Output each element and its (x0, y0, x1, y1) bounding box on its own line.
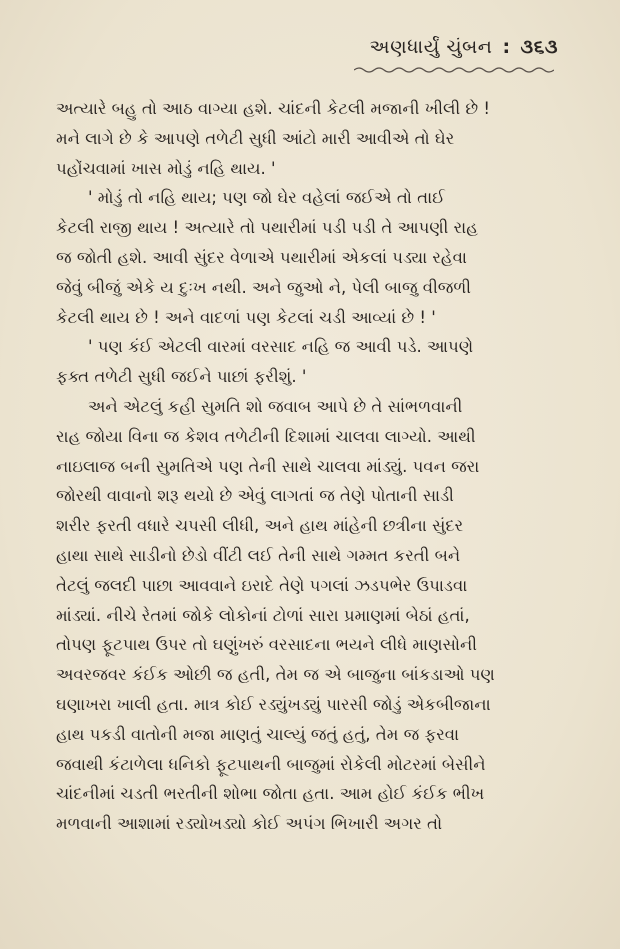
text-line: તોપણ ફૂટપાથ ઉપર તો ઘણુંખરું વરસાદના ભયને લીધે માણસોની (56, 635, 477, 655)
text-line: જ જોતી હશે. આવી સુંદર વેળાએ પથારીમાં એકલાં પડ્યા રહેવા (56, 247, 467, 267)
running-header (370, 36, 558, 58)
text-line: અને એટલું કહી સુમતિ શો જવાબ આપે છે તે સાંભળવાની (88, 396, 463, 416)
text-line: કેટલી રાજી થાય ! અત્યારે તો પથારીમાં પડી પડી તે આપણી રાહ (56, 218, 478, 238)
paragraph (56, 392, 576, 839)
text-line: શરીર ફરતી વધારે ચપસી લીધી, અને હાથ માંહેની છત્રીના સુંદર (56, 516, 464, 536)
text-line: ઘણાખરા ખાલી હતા. માત્ર કોઈ રડ્યુંખડ્યું પારસી જોડું એકબીજાના (56, 694, 491, 714)
paragraph (56, 183, 576, 332)
text-line: હાથ પકડી વાતોની મજા માણતું ચાલ્યું જતું હતું, તેમ જ ફરવા (56, 724, 460, 744)
text-line: રાહ જોયા વિના જ કેશવ તળેટીની દિશામાં ચાલવા લાગ્યો. આથી (56, 426, 476, 446)
header-separator: : (502, 36, 511, 58)
text-line: મને લાગે છે કે આપણે તળેટી સુધી આંટો મારી આવીએ તો ઘેર (56, 128, 455, 148)
page-number: ૩૬૩ (520, 36, 558, 58)
text-line: જોરથી વાવાનો શરૂ થયો છે એવું લાગતાં જ તેણે પોતાની સાડી (56, 486, 454, 506)
header-wavy-rule (354, 66, 554, 74)
text-line: નાઇલાજ બની સુમતિએ પણ તેની સાથે ચાલવા માંડ્યું. પવન જરા (56, 456, 480, 476)
text-line: પહોંચવામાં ખાસ મોડું નહિ થાય. ' (56, 158, 276, 178)
text-line: ફક્ત તળેટી સુધી જઈને પાછાં ફરીશું. ' (56, 367, 307, 387)
text-line: જેવું બીજું એકે ય દુઃખ નથી. અને જુઓ ને, પેલી બાજુ વીજળી (56, 277, 471, 297)
text-line: ' મોડું તો નહિ થાય; પણ જો ઘેર વહેલાં જઈએ તો તાઈ (88, 188, 445, 208)
body-text (56, 94, 576, 839)
paragraph (56, 332, 576, 392)
text-line: કેટલી થાય છે ! અને વાદળાં પણ કેટલાં ચડી આવ્યાં છે ! ' (56, 307, 436, 327)
chapter-title: અણધાર્યું ચુંબન (369, 36, 493, 58)
text-line: જવાથી કંટાળેલા ધનિકો ફૂટપાથની બાજુમાં રોકેલી મોટરમાં બેસીને (56, 754, 486, 774)
text-line: ' પણ કંઈ એટલી વારમાં વરસાદ નહિ જ આવી પડે. આપણે (88, 337, 474, 357)
text-line: માંડ્યાં. નીચે રેતમાં જોકે લોકોનાં ટોળાં સારા પ્રમાણમાં બેઠાં હતાં, (56, 605, 470, 625)
text-line: અત્યારે બહુ તો આઠ વાગ્યા હશે. ચાંદની કેટલી મજાની ખીલી છે ! (56, 99, 491, 118)
text-line: અવરજવર કંઈક ઓછી જ હતી, તેમ જ એ બાજુના બાંકડાઓ પણ (56, 665, 495, 685)
text-line: તેટલું જલદી પાછા આવવાને ઇરાદે તેણે પગલાં ઝડપભેર ઉપાડવા (56, 575, 468, 595)
text-line: હાથા સાથે સાડીનો છેડો વીંટી લઈ તેની સાથે ગમ્મત કરતી બને (56, 545, 461, 565)
text-line: ચાંદનીમાં ચડતી ભરતીની શોભા જોતા હતા. આમ હોઈ કંઈક ભીખ (56, 784, 485, 804)
paragraph (56, 94, 576, 183)
text-line: મળવાની આશામાં રડ્યોખડ્યો કોઈ અપંગ ભિખારી અગર તો (56, 814, 443, 834)
